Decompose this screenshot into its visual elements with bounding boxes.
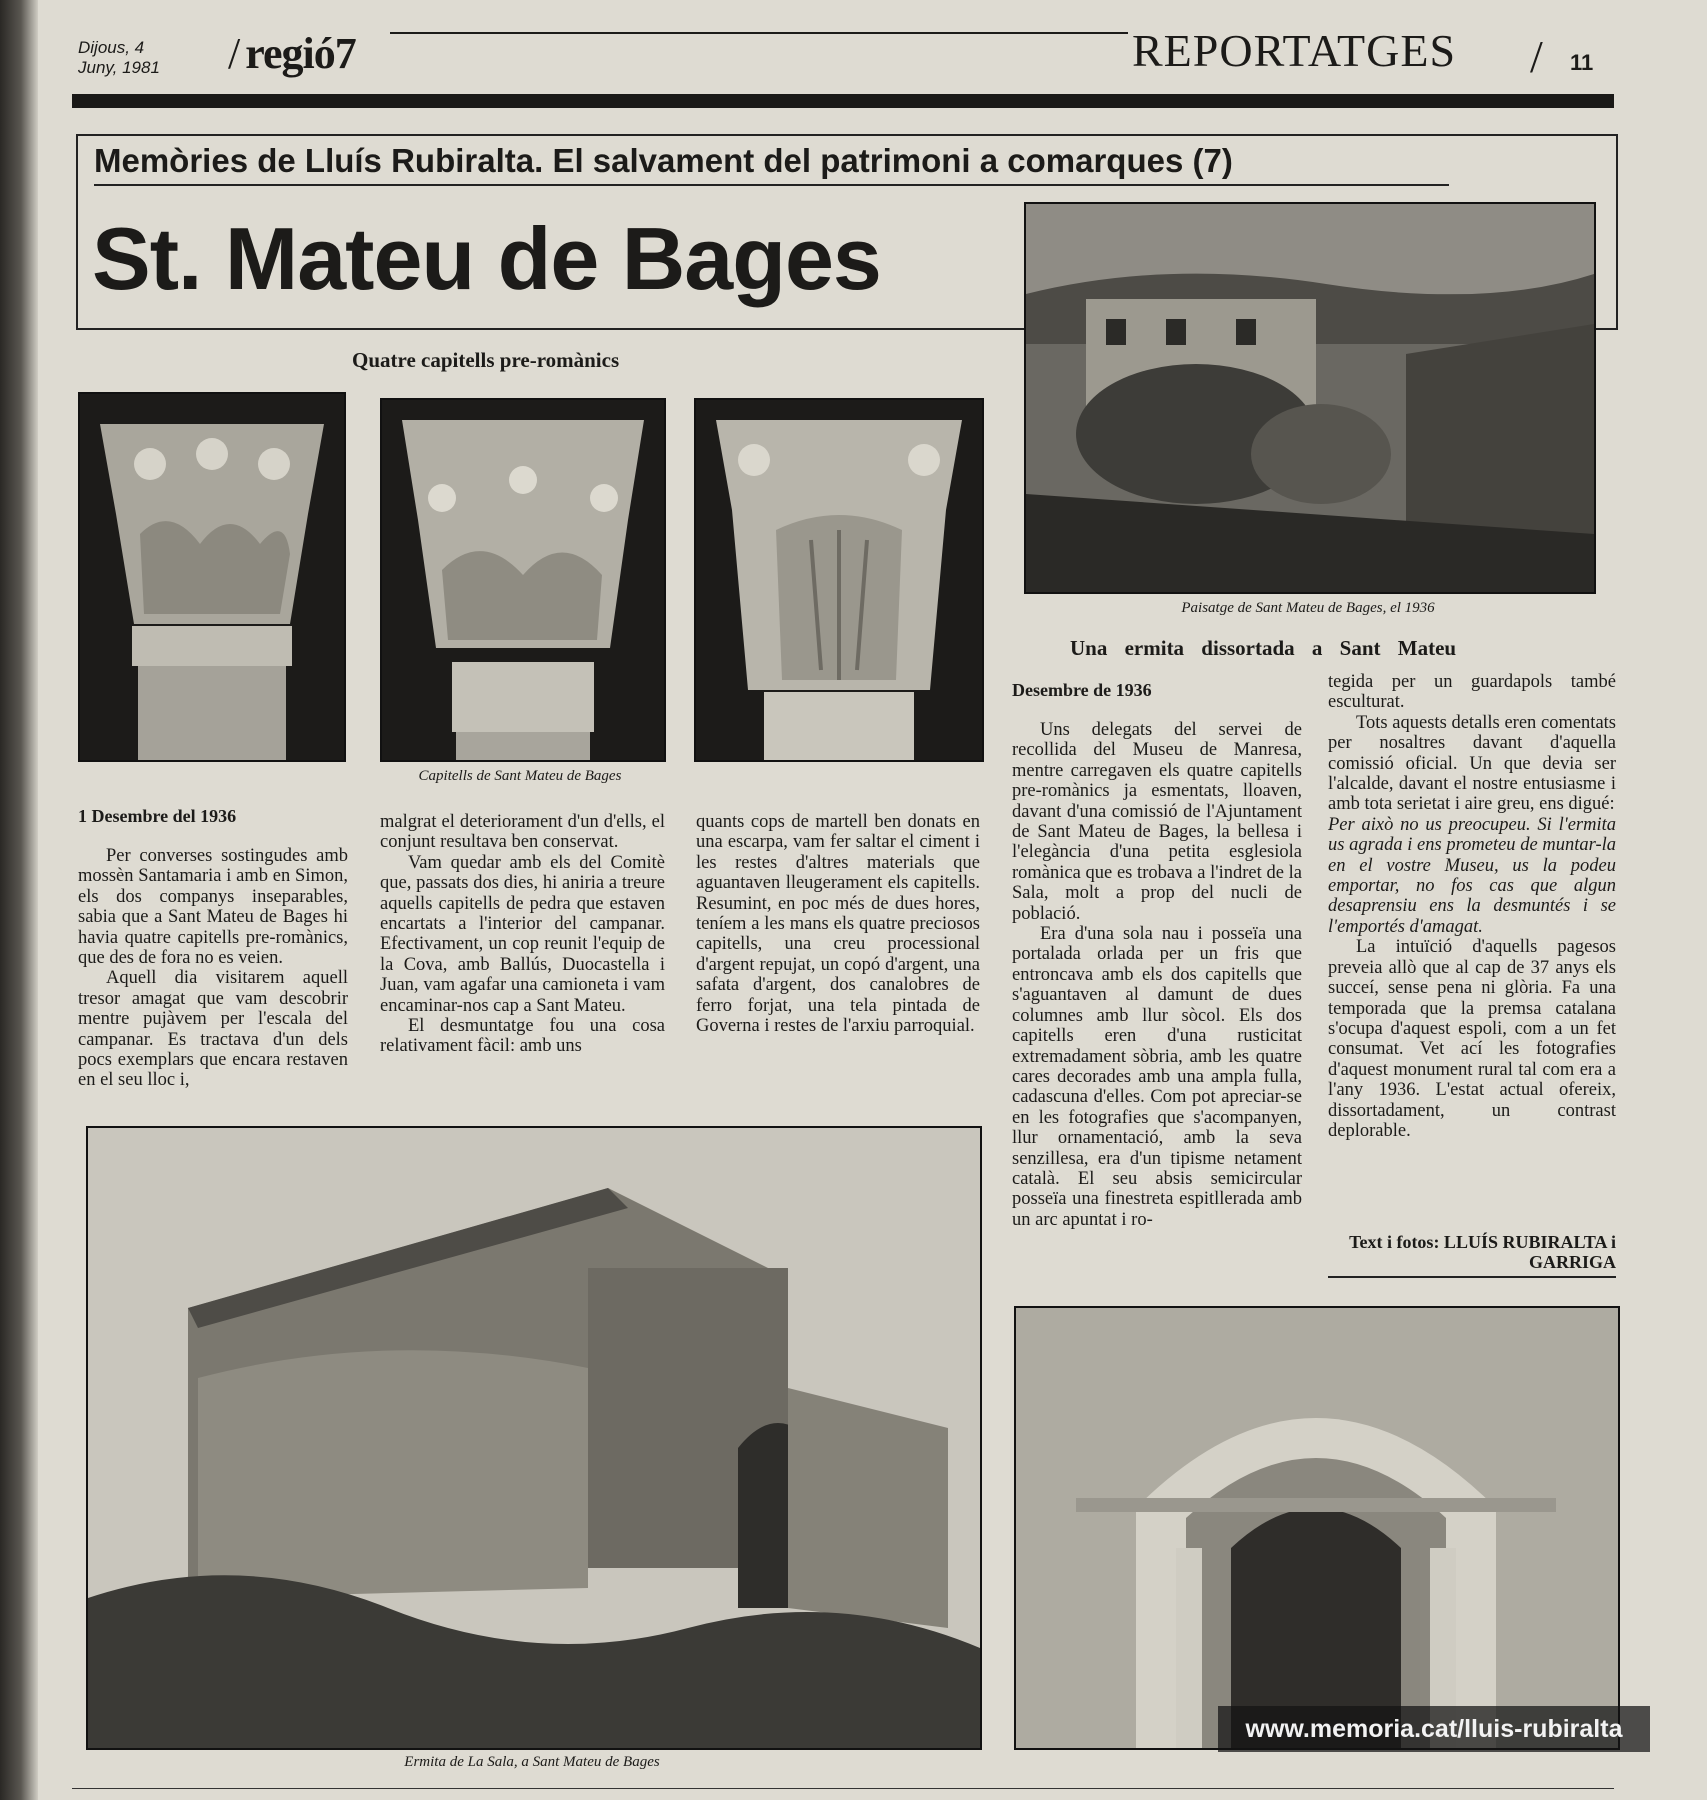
column-4 xyxy=(1012,720,1302,1230)
col5-paragraph-3: La intuïció d'aquells pagesos preveia allò que al cap de 37 anys els succeí, sense pena ni glòria. Fa una temporada que la premsa catalana s'ocupa d'aquest espoli, com a un fet consumat. Vet ací les fotografies d'aquest monument rural tal com era a l'any 1936. L'estat actual ofereix, dissortadament, un contrast deplorable. xyxy=(1328,937,1616,1141)
church-photo xyxy=(86,1126,982,1750)
article-title: St. Mateu de Bages xyxy=(92,209,881,308)
date-day: Dijous, 4 xyxy=(78,38,145,57)
logo-text: regió7 xyxy=(245,29,356,78)
ermita-subtitle: Una ermita dissortada a Sant Mateu xyxy=(1070,636,1457,660)
landscape-photo xyxy=(1024,202,1596,594)
capital-photo-3 xyxy=(694,398,984,762)
newspaper-logo: / regió7 xyxy=(228,29,356,78)
col5-paragraph-2: Tots aquests detalls eren comentats per nosaltres davant d'aquella comissió oficial. Un que devia ser l'alcalde, davant el nostre entusiasme i amb tota serietat i aire greu, ens digué: xyxy=(1328,712,1616,815)
section-title: REPORTATGES xyxy=(1132,25,1457,76)
date-month-year: Juny, 1981 xyxy=(78,58,160,77)
capitals-caption: Capitells de Sant Mateu de Bages xyxy=(418,768,622,784)
col1-paragraph-1: Per converses sostingudes amb mossèn Santamaria i amb en Simon, els dos companys inseparables, sabia que a Sant Mateu de Bages hi havia quatre capitells pre-romànics, que des de fora no es veien. xyxy=(78,846,348,969)
bottom-rule xyxy=(72,1788,1614,1789)
col4-paragraph-2: Era d'una sola nau i posseïa una portalada orlada per un fris que entroncava amb els dos capitells que s'aguantaven al damunt de dues columnes amb llur sòcol. Els dos capitells eren d'una rusticitat extremadament sòbria, amb les quatre cares decorades amb una ampla fulla, cadascuna d'elles. Com pot apreciar-se en les fotografies que s'acompanyen, llur ornamentació, amb la seva senzillesa, era d'un tipisme netament català. El seu absis semicircular posseïa una finestreta espitllerada amb un arc apuntat i ro- xyxy=(1012,924,1302,1230)
section-slash: / xyxy=(1530,31,1543,82)
credit-rule xyxy=(1328,1276,1616,1278)
site-watermark: www.memoria.cat/lluis-rubiralta xyxy=(1218,1706,1650,1752)
page-number: 11 xyxy=(1570,50,1594,75)
author-credit: Text i fotos: LLUÍS RUBIRALTA i GARRIGA xyxy=(1349,1232,1616,1272)
series-title: Memòries de Lluís Rubiralta. El salvament del patrimoni a comarques (7) xyxy=(94,142,1233,179)
column-1 xyxy=(78,846,348,1091)
series-title-underline xyxy=(94,184,1449,186)
header-line xyxy=(390,32,1128,34)
capital-photo-1 xyxy=(78,392,346,762)
col2-paragraph-3: El desmuntatge fou una cosa relativament fàcil: amb uns xyxy=(380,1016,665,1057)
landscape-caption: Paisatge de Sant Mateu de Bages, el 1936 xyxy=(1181,600,1435,616)
col2-paragraph-2: Vam quedar amb els del Comitè que, passats dos dies, hi aniria a treure aquells capitells de pedra que estaven encartats a l'interior del campanar. Efectivament, un cop reunit l'equip de la Cova, amb Ballús, Duocastella i Juan, vam agafar una camioneta i vam encaminar-nos cap a Sant Mateu. xyxy=(380,852,665,1016)
column-5 xyxy=(1328,672,1616,1141)
column-2 xyxy=(380,812,665,1057)
header-rule xyxy=(72,94,1614,108)
capitals-subtitle: Quatre capitells pre-romànics xyxy=(352,348,620,372)
col5-paragraph-1: tegida per un guardapols també esculturat. xyxy=(1328,672,1616,713)
capital-photo-2 xyxy=(380,398,666,762)
col2-paragraph-1: malgrat el deteriorament d'un d'ells, el conjunt resultava ben conservat. xyxy=(380,812,665,853)
church-caption: Ermita de La Sala, a Sant Mateu de Bages xyxy=(404,1754,660,1770)
col3-paragraph-1: quants cops de martell ben donats en una escarpa, vam fer saltar el ciment i les restes d'altres materials que aguantaven lleugerament els capitells. Resumint, en poc més de dues hores, teníem a les mans els quatre preciosos capitells, una creu processional d'argent repujat, un copó d'argent, una safata d'argent, dos canalobres de ferro forjat, una tela pintada de Governa i restes de l'arxiu parroquial. xyxy=(696,812,980,1037)
dateline-1: 1 Desembre del 1936 xyxy=(78,806,237,826)
issue-date xyxy=(78,38,160,78)
binding-spine xyxy=(0,0,38,1800)
col1-paragraph-2: Aquell dia visitarem aquell tresor amagat que vam descobrir mentre pujàvem per l'escala del campanar. Es tractava d'un dels pocs exemplars que encara restaven en el seu lloc i, xyxy=(78,968,348,1091)
portal-photo xyxy=(1014,1306,1620,1750)
col5-quote: Per això no us preocupeu. Si l'ermita us agrada i ens prometeu de muntar-la en el vostre Museu, us la podeu emportar, no fos cas que algun desaprensiu ens la desmuntés i se l'emportés d'amagat. xyxy=(1328,814,1616,937)
dateline-2: Desembre de 1936 xyxy=(1012,680,1152,700)
column-3 xyxy=(696,812,980,1036)
col4-paragraph-1: Uns delegats del servei de recollida del Museu de Manresa, mentre carregaven els quatre capitells pre-romànics ja esmentats, lloaven, davant d'una comissió de l'Ajuntament de Sant Mateu de Bages, la bellesa i l'elegància d'una petita esglesiola romànica que es trobava a l'indret de la Sala, molt a prop del nucli de població. xyxy=(1012,720,1302,924)
